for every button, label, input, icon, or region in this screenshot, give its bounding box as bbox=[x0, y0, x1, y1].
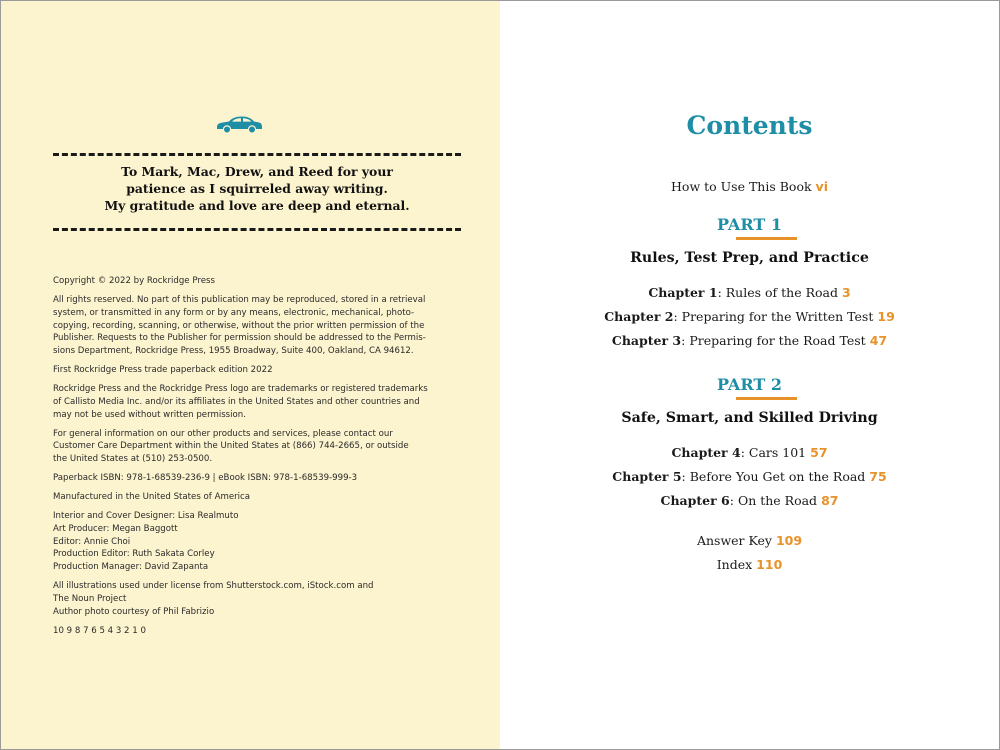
rights-line: copying, recording, scanning, or otherwise, without the prior written permission of the bbox=[53, 320, 425, 331]
toc-entry-chapter-4[interactable] bbox=[500, 445, 999, 460]
trademarks-paragraph bbox=[53, 383, 428, 421]
rights-line: system, or transmitted in any form or by any means, electronic, mechanical, photo- bbox=[53, 307, 415, 318]
toc-page-number: 87 bbox=[821, 493, 839, 508]
chapter-separator: : bbox=[681, 333, 690, 348]
part-1-underline bbox=[736, 237, 797, 240]
toc-entry-chapter-2[interactable] bbox=[500, 309, 999, 324]
toc-page-number: vi bbox=[815, 179, 828, 194]
chapter-separator: : bbox=[717, 285, 726, 300]
chapter-number: Chapter 3 bbox=[611, 333, 682, 348]
part-1-label: PART 1 bbox=[717, 215, 782, 234]
left-page bbox=[1, 1, 500, 749]
chapter-number: Chapter 4 bbox=[671, 445, 741, 460]
right-page bbox=[500, 1, 999, 749]
isbn-line: Paperback ISBN: 978-1-68539-236-9 | eBook ISBN: 978-1-68539-999-3 bbox=[53, 473, 358, 484]
part-2-label: PART 2 bbox=[717, 375, 782, 394]
chapter-separator: : bbox=[729, 493, 738, 508]
toc-page-number: 19 bbox=[877, 309, 895, 324]
illustrations-paragraph bbox=[53, 580, 423, 618]
toc-entry-intro[interactable] bbox=[500, 179, 999, 194]
trademark-line: of Callisto Media Inc. and/or its affiliates in the United States and other countries and bbox=[53, 396, 420, 407]
copyright-line: Copyright © 2022 by Rockridge Press bbox=[53, 276, 215, 286]
info-line: the United States at (510) 253-0500. bbox=[53, 454, 213, 464]
dedication bbox=[53, 163, 461, 214]
part-2-title: Safe, Smart, and Skilled Driving bbox=[621, 410, 878, 426]
toc-page-number: 110 bbox=[756, 557, 783, 572]
illustration-line: Author photo courtesy of Phil Fabrizio bbox=[53, 606, 215, 617]
chapter-separator: : bbox=[681, 469, 690, 484]
credits-paragraph bbox=[53, 510, 423, 574]
general-info-paragraph bbox=[53, 428, 423, 466]
toc-entry-answer-key[interactable] bbox=[500, 533, 999, 548]
chapter-title: Preparing for the Written Test bbox=[681, 309, 874, 324]
toc-entry-index[interactable] bbox=[500, 557, 999, 572]
chapter-number: Chapter 6 bbox=[660, 493, 730, 508]
chapter-title: On the Road bbox=[737, 493, 818, 508]
toc-entry-label: How to Use This Book bbox=[671, 179, 812, 194]
illustration-line: All illustrations used under license from Shutterstock.com, iStock.com and bbox=[53, 581, 374, 592]
toc-page-number: 47 bbox=[869, 333, 888, 348]
trademark-line: Rockridge Press and the Rockridge Press logo are trademarks or registered trademarks bbox=[53, 384, 428, 395]
chapter-title: Preparing for the Road Test bbox=[689, 333, 866, 348]
car-icon bbox=[214, 114, 264, 134]
rights-line: sions Department, Rockridge Press, 1955 Broadway, Suite 400, Oakland, CA 94612. bbox=[53, 345, 414, 356]
chapter-number: Chapter 2 bbox=[604, 309, 674, 324]
dedication-line: My gratitude and love are deep and eternal. bbox=[104, 198, 410, 213]
credit-line: Production Manager: David Zapanta bbox=[53, 562, 209, 573]
part-2-underline bbox=[736, 397, 797, 400]
dedication-line: To Mark, Mac, Drew, and Reed for your bbox=[121, 164, 393, 179]
chapter-title: Before You Get on the Road bbox=[689, 469, 866, 484]
edition-line: First Rockridge Press trade paperback edition 2022 bbox=[53, 365, 273, 375]
toc-entry-label: Answer Key bbox=[696, 533, 772, 548]
copyright-block bbox=[53, 275, 428, 644]
part-1-title: Rules, Test Prep, and Practice bbox=[630, 250, 869, 266]
toc-entry-chapter-3[interactable] bbox=[500, 333, 999, 348]
toc-page-number: 75 bbox=[869, 469, 887, 484]
rights-line: Publisher. Requests to the Publisher for permission should be addressed to the Permis- bbox=[53, 333, 426, 344]
contents-title: Contents bbox=[686, 111, 813, 140]
credit-line: Interior and Cover Designer: Lisa Realmuto bbox=[53, 511, 239, 522]
toc-entry-chapter-1[interactable] bbox=[500, 285, 999, 300]
info-line: Customer Care Department within the United States at (866) 744-2665, or outside bbox=[53, 441, 409, 452]
trademark-line: may not be used without written permission. bbox=[53, 409, 246, 420]
chapter-title: Rules of the Road bbox=[725, 285, 838, 300]
toc-entry-chapter-5[interactable] bbox=[500, 469, 999, 484]
illustration-line: The Noun Project bbox=[53, 593, 127, 604]
credit-line: Art Producer: Megan Baggott bbox=[53, 523, 178, 534]
manufactured-line: Manufactured in the United States of America bbox=[53, 492, 251, 503]
dashed-divider-top bbox=[53, 153, 461, 156]
dashed-divider-bottom bbox=[53, 228, 461, 231]
chapter-separator: : bbox=[740, 445, 749, 460]
toc-page-number: 109 bbox=[775, 533, 803, 548]
credit-line: Production Editor: Ruth Sakata Corley bbox=[53, 549, 215, 560]
chapter-title: Cars 101 bbox=[748, 445, 807, 460]
toc-entry-chapter-6[interactable] bbox=[500, 493, 999, 508]
toc-page-number: 57 bbox=[810, 445, 828, 460]
rights-paragraph bbox=[53, 294, 426, 358]
chapter-number: Chapter 1 bbox=[648, 285, 718, 300]
toc-entry-label: Index bbox=[716, 557, 753, 572]
info-line: For general information on our other products and services, please contact our bbox=[53, 428, 393, 439]
toc-page-number: 3 bbox=[841, 285, 851, 300]
rights-line: All rights reserved. No part of this publication may be reproduced, stored in a retrieval bbox=[53, 295, 426, 306]
dedication-line: patience as I squirreled away writing. bbox=[126, 181, 388, 196]
credit-line: Editor: Annie Choi bbox=[53, 536, 131, 547]
printing-line: 10 9 8 7 6 5 4 3 2 1 0 bbox=[53, 625, 146, 636]
chapter-number: Chapter 5 bbox=[612, 469, 682, 484]
chapter-separator: : bbox=[673, 309, 682, 324]
